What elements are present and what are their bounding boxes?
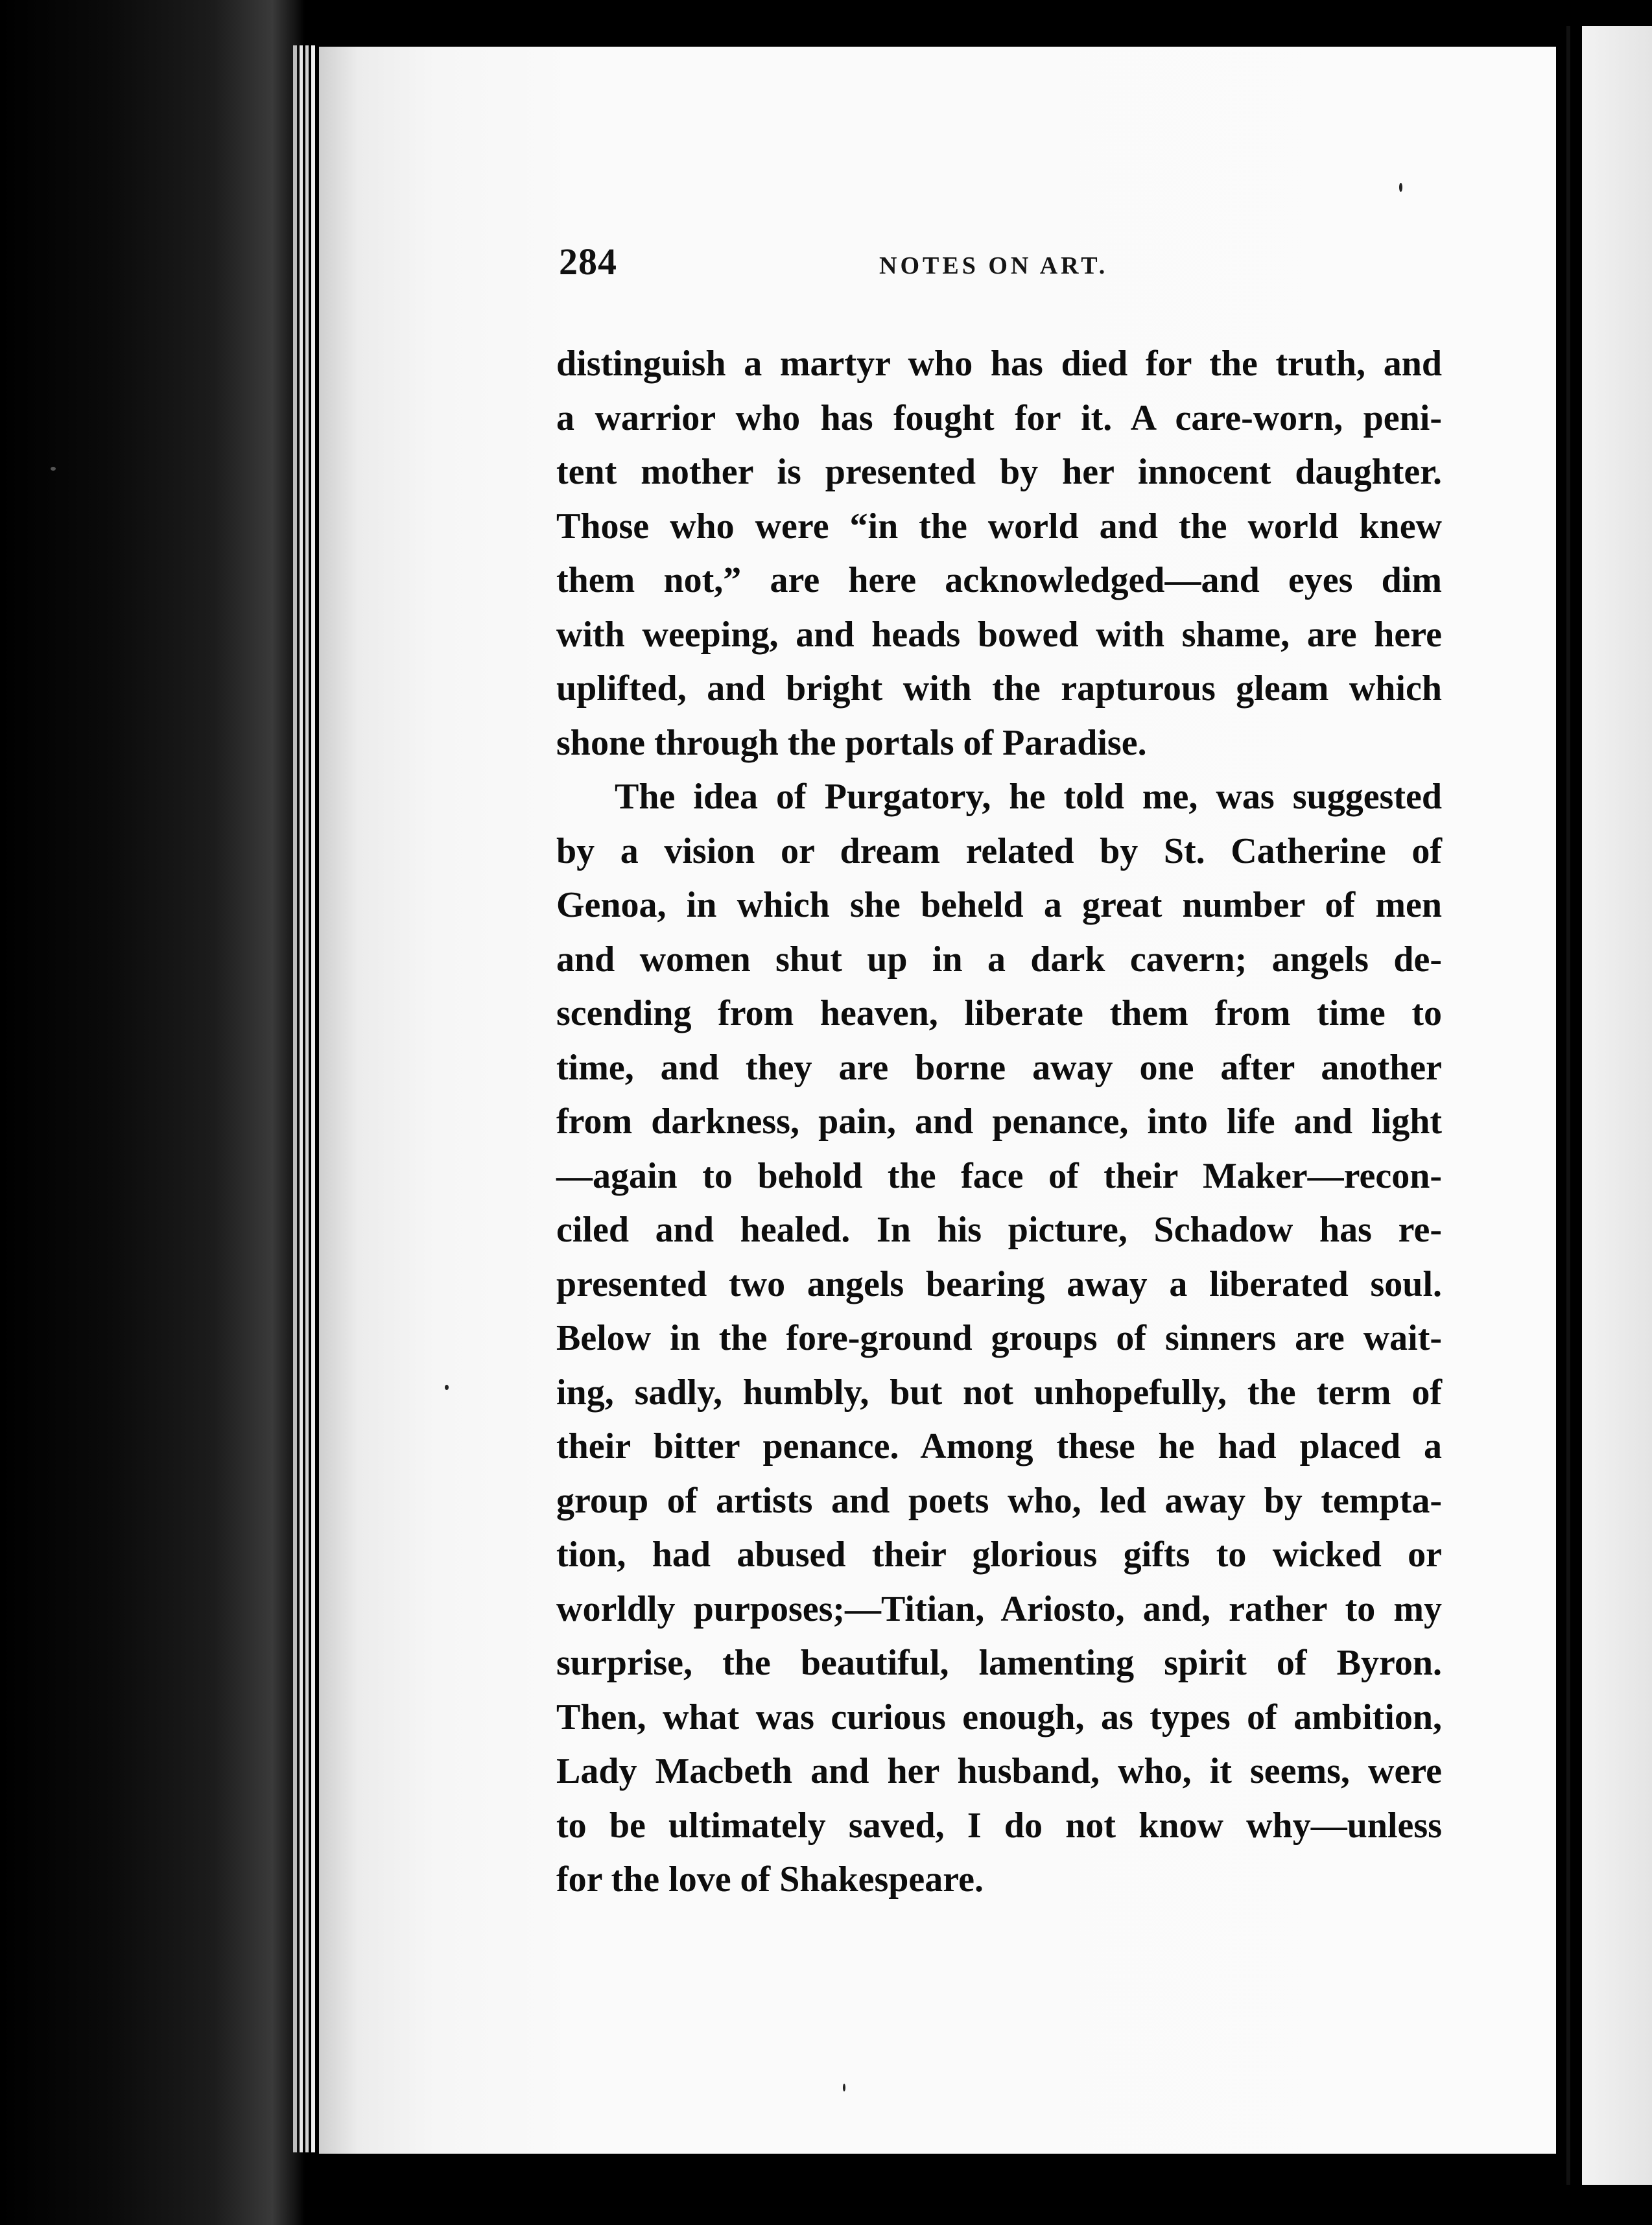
gutter-shadow bbox=[1566, 26, 1570, 2185]
text-line: Lady Macbeth and her husband, who, it seems, were bbox=[556, 1751, 1442, 1791]
text-line: Those who were “in the world and the world knew bbox=[556, 506, 1442, 547]
page-edge bbox=[293, 45, 297, 2152]
text-line: Then, what was curious enough, as types of ambition, bbox=[556, 1697, 1442, 1737]
text-line: group of artists and poets who, led away by tempta- bbox=[556, 1480, 1442, 1521]
text-line: time, and they are borne away one after another bbox=[556, 1047, 1442, 1088]
text-line: their bitter penance. Among these he had placed a bbox=[556, 1426, 1442, 1466]
text-line: for the love of Shakespeare. bbox=[556, 1859, 984, 1900]
text-line: Below in the fore-ground groups of sinners are wait- bbox=[556, 1318, 1442, 1358]
text-line: distinguish a martyr who has died for the truth, and bbox=[556, 344, 1442, 384]
page-edge bbox=[305, 45, 309, 2152]
text-line: to be ultimately saved, I do not know why—unless bbox=[556, 1805, 1442, 1846]
text-line: and women shut up in a dark cavern; angels de- bbox=[556, 939, 1442, 980]
facing-page-edge bbox=[1582, 26, 1652, 2185]
text-line: a warrior who has fought for it. A care-worn, peni- bbox=[556, 397, 1442, 438]
text-line: from darkness, pain, and penance, into life and light bbox=[556, 1101, 1442, 1142]
body-text bbox=[556, 337, 1442, 1907]
text-line: with weeping, and heads bowed with shame, are here bbox=[556, 614, 1442, 655]
text-line: uplifted, and bright with the rapturous gleam which bbox=[556, 668, 1442, 709]
scan-speck bbox=[843, 2084, 845, 2091]
running-title: NOTES ON ART. bbox=[879, 252, 1109, 279]
scan-speck bbox=[51, 467, 56, 471]
text-line: Genoa, in which she beheld a great number of men bbox=[556, 885, 1442, 925]
text-line: scending from heaven, liberate them from time to bbox=[556, 993, 1442, 1033]
scan-speck bbox=[445, 1385, 449, 1390]
text-line: worldly purposes;—Titian, Ariosto, and, rather to my bbox=[556, 1588, 1442, 1629]
scan-speck bbox=[1399, 183, 1402, 192]
page-number: 284 bbox=[559, 241, 617, 283]
text-line: tent mother is presented by her innocent daughter. bbox=[556, 452, 1442, 492]
text-line: them not,” are here acknowledged—and eyes dim bbox=[556, 560, 1442, 600]
text-line: tion, had abused their glorious gifts to wicked or bbox=[556, 1535, 1442, 1575]
page-edge bbox=[311, 45, 315, 2152]
text-line: —again to behold the face of their Maker—recon- bbox=[556, 1155, 1442, 1196]
text-line: surprise, the beautiful, lamenting spirit of Byron. bbox=[556, 1643, 1442, 1683]
text-line: shone through the portals of Paradise. bbox=[556, 722, 1147, 763]
text-line: ciled and healed. In his picture, Schadow has re- bbox=[556, 1210, 1442, 1250]
page-edge bbox=[300, 45, 303, 2152]
text-line: The idea of Purgatory, he told me, was suggested bbox=[615, 777, 1442, 817]
text-line: by a vision or dream related by St. Catherine of bbox=[556, 830, 1442, 871]
text-line: ing, sadly, humbly, but not unhopefully, the term of bbox=[556, 1372, 1442, 1413]
text-line: presented two angels bearing away a liberated soul. bbox=[556, 1264, 1442, 1304]
